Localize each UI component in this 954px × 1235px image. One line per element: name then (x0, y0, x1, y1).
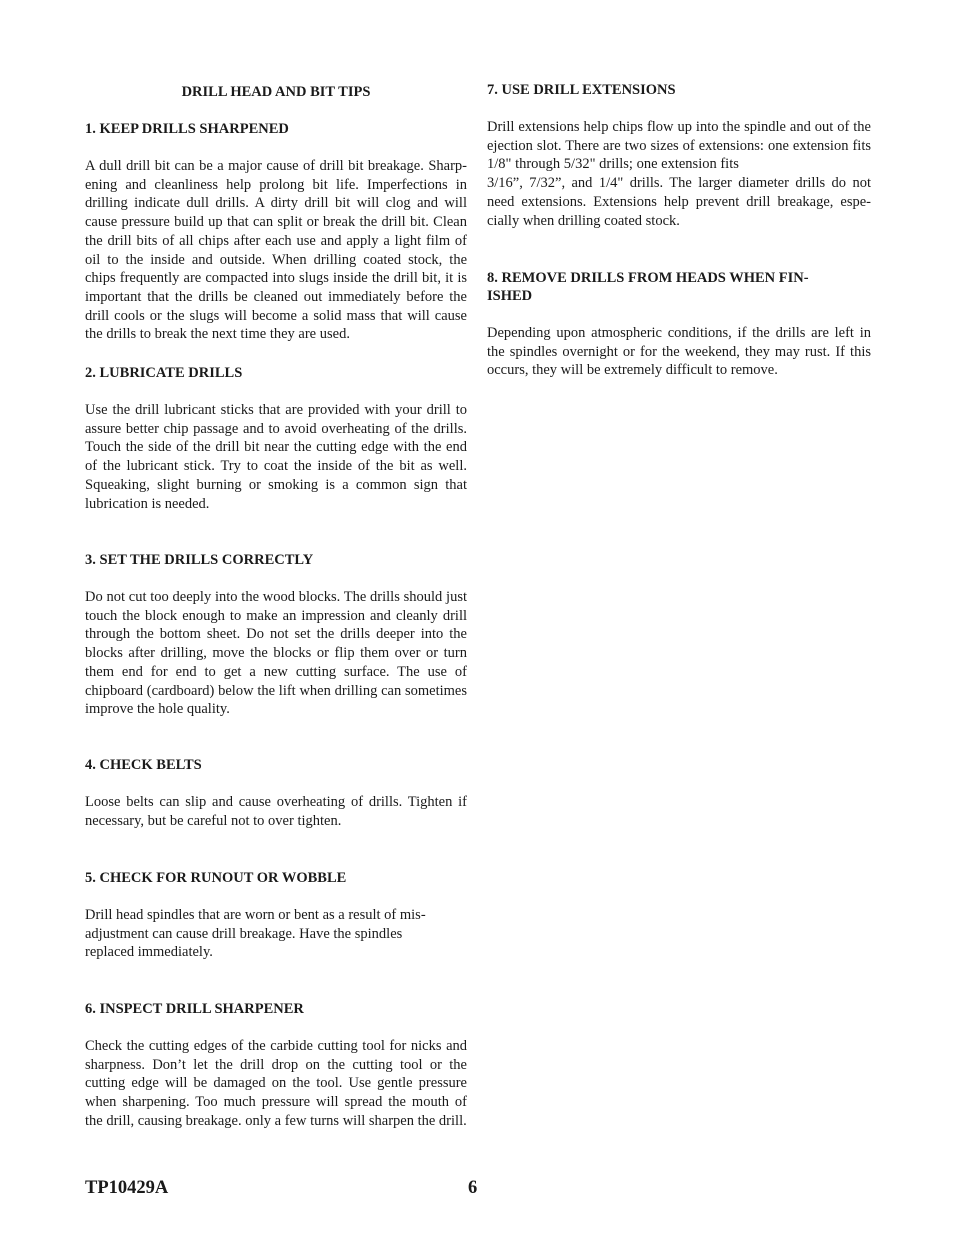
page-title: DRILL HEAD AND BIT TIPS (181, 84, 371, 100)
section-heading: 3. SET THE DRILLS CORRECTLY (85, 552, 314, 568)
section-body: Do not cut too deeply into the wood blocks. The drills should just touch the block enough to make an impression and cleanly drill through the bottom sheet. Do not set the drills deeper into the blocks after drilling, move the blocks or flip them over or turn them end for end to get a new cutting surface. The use of chipboard (cardboard) below the lift when drilling can sometimes improve the hole quality. (85, 589, 467, 718)
section-use-drill-extensions (487, 81, 871, 230)
section-body: Drill head spindles that are worn or bent as a result of mis- adjustment can cause drill breakage. Have the spindles replaced immediately. (85, 907, 426, 961)
document-code: TP10429A (85, 1178, 169, 1198)
section-body: Check the cutting edges of the carbide cutting tool for nicks and sharpness. Don’t let the drill drop on the cutting tool or the cutting edge will be damaged on the tool. Use gentle pressure when sharpening. Too much pressure will spread the mouth of the drill, causing breakage. only a few turns will sharpen the drill. (85, 1038, 467, 1129)
section-set-drills-correctly (85, 551, 467, 719)
section-check-belts (85, 756, 467, 830)
section-body: Loose belts can slip and cause overheating of drills. Tighten if necessary, but be careful not to over tighten. (85, 794, 467, 829)
page-number: 6 (468, 1178, 478, 1198)
section-lubricate-drills (85, 364, 467, 513)
section-heading: 4. CHECK BELTS (85, 757, 202, 773)
section-heading: 8. REMOVE DRILLS FROM HEADS WHEN FIN- ISHED (487, 270, 809, 304)
section-inspect-drill-sharpener (85, 1000, 467, 1131)
section-body: A dull drill bit can be a major cause of drill bit breakage. Sharpening and cleanliness help prolong bit life. Imperfections in drilling indicate dull drills. A dirty drill bit will clog and will cause pressure build up that can split or break the drill bit. Clean the drill bits of all chips after each use and apply a light film of oil to the inside and outside. When drilling coated stock, the chips frequently are compacted into slugs inside the drill bit, it is important that the drills be cleaned out immediately before the drill cools or the slugs will become a solid mass that will cause the drills to break the next time they are used. (85, 158, 467, 343)
section-body: Drill extensions help chips flow up into the spindle and out of the ejection slot. There are two sizes of extensions: one extension fits 1/8" through 5/32" drills; one extension fits 3/16”, 7/32”, and 1/4" drills. The larger diameter drills do not need extensions. Extensions help prevent drill breakage, especially when drilling coated stock. (487, 119, 871, 229)
section-heading: 6. INSPECT DRILL SHARPENER (85, 1001, 304, 1017)
section-heading: 2. LUBRICATE DRILLS (85, 365, 243, 381)
section-keep-drills-sharpened (85, 120, 467, 344)
section-remove-drills (487, 269, 871, 380)
section-check-runout (85, 869, 467, 962)
section-heading: 5. CHECK FOR RUNOUT OR WOBBLE (85, 870, 347, 886)
section-heading: 1. KEEP DRILLS SHARPENED (85, 121, 289, 137)
section-body: Use the drill lubricant sticks that are provided with your drill to assure better chip passage and to avoid overheating of the drills. Touch the side of the drill bit near the cutting edge with the end of the lubricant stick. Try to coat the inside of the bit as well. Squeaking, slight burning or smoking is a common sign that lubrication is needed. (85, 402, 467, 512)
section-heading: 7. USE DRILL EXTENSIONS (487, 82, 676, 98)
section-body: Depending upon atmospheric conditions, if the drills are left in the spindles overnight or for the weekend, they may rust. If this occurs, they will be extremely difficult to remove. (487, 325, 871, 379)
